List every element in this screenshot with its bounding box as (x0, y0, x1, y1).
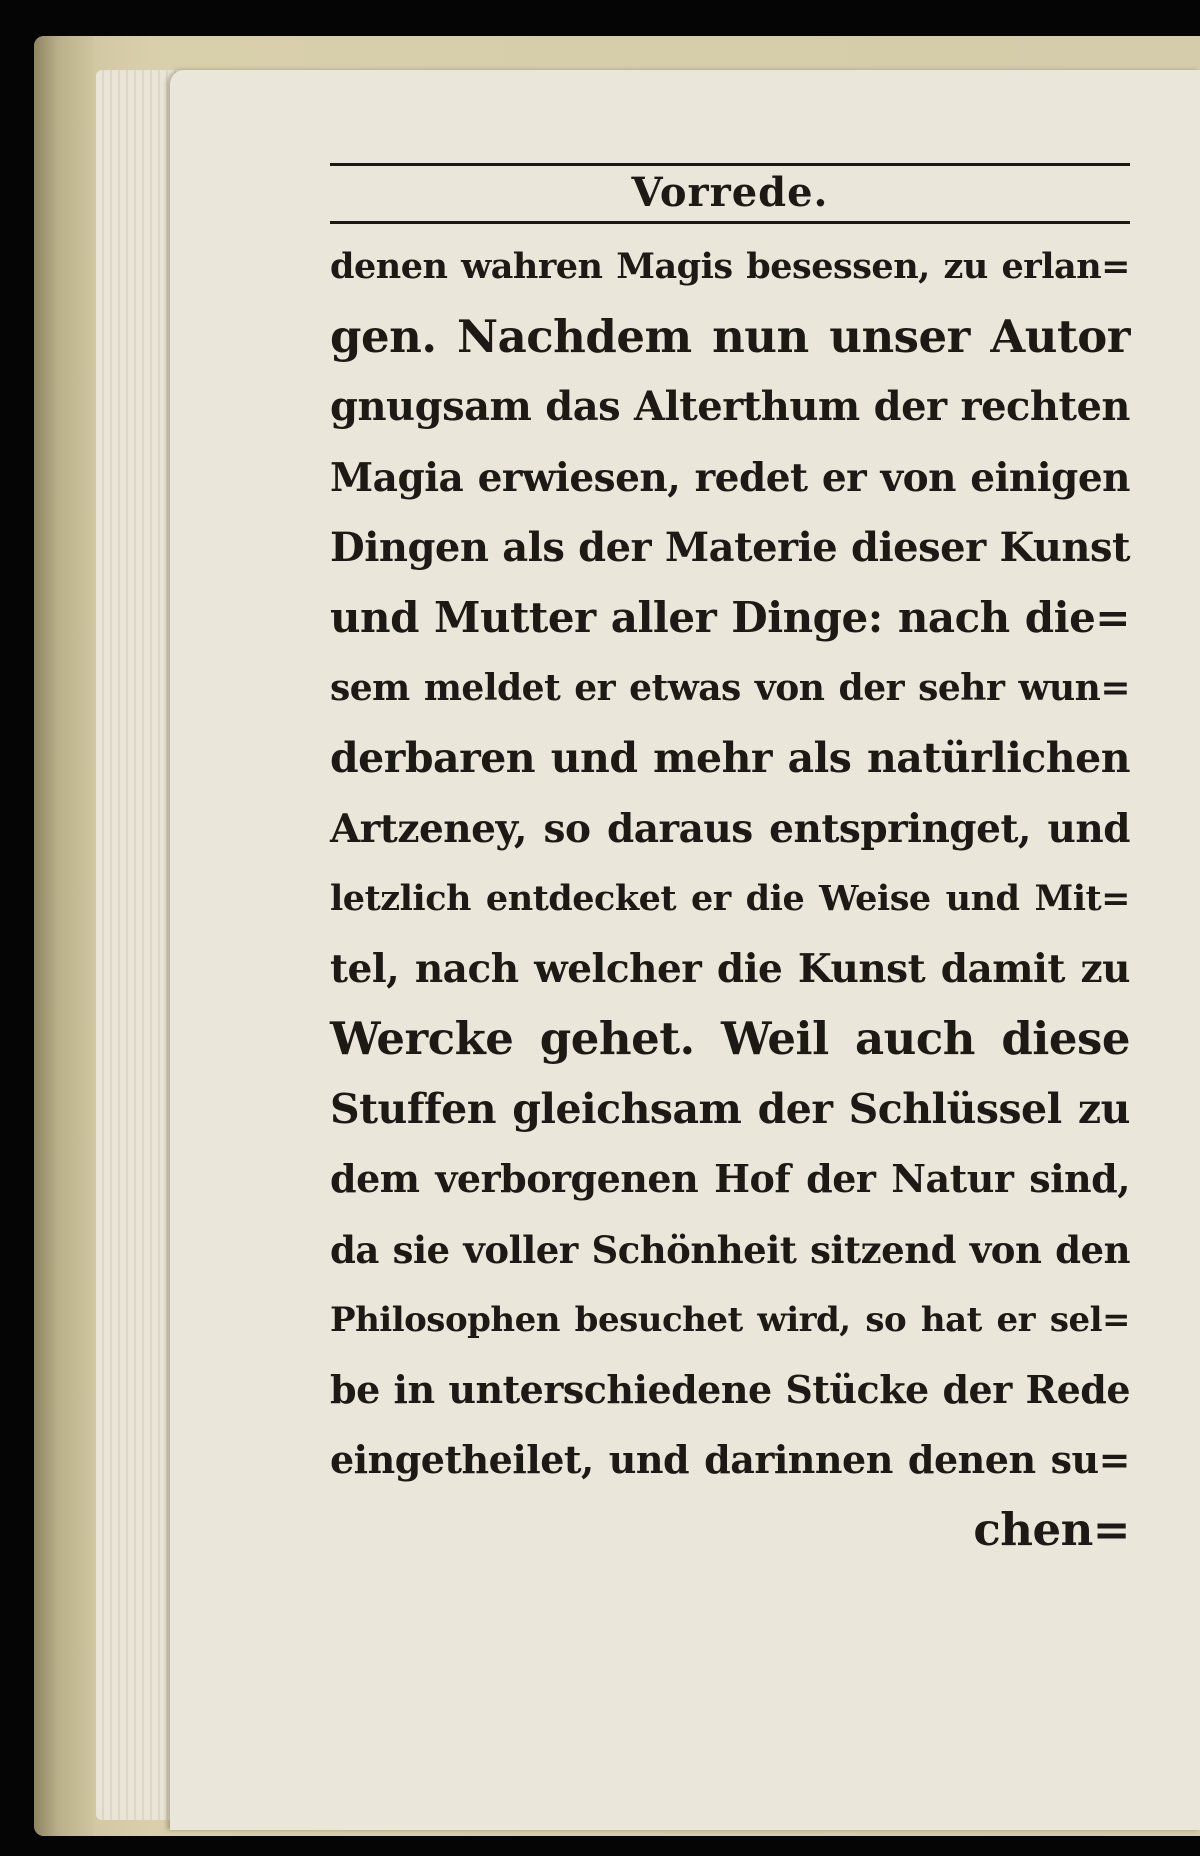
catchword: chen= (973, 1503, 1130, 1557)
text-line: derbaren und mehr als natürlichen (330, 734, 1130, 783)
book-spine (34, 36, 94, 1836)
text-line: sem meldet er etwas von der sehr wun= (330, 667, 1130, 710)
running-head: Vorrede. (631, 169, 829, 216)
text-line: Magia erwiesen, redet er von einigen (330, 454, 1130, 501)
text-line: letzlich entdecket er die Weise und Mit= (330, 877, 1130, 919)
text-line: gnugsam das Alterthum der rechten (330, 383, 1130, 431)
text-line: Stuffen gleichsam der Schlüssel zu (330, 1085, 1130, 1134)
text-line: denen wahren Magis besessen, zu erlan= (330, 246, 1130, 287)
text-line: eingetheilet, und darinnen denen su= (330, 1437, 1130, 1483)
text-line: gen. Nachdem nun unser Autor (330, 310, 1130, 364)
text-line: be in unterschiedene Stücke der Rede (330, 1367, 1130, 1412)
text-line: dem verborgenen Hof der Natur sind, (330, 1156, 1130, 1202)
text-line: Philosophen besuchet wird, so hat er sel= (330, 1299, 1130, 1340)
text-line: Dingen als der Materie dieser Kunst (330, 523, 1130, 571)
text-line: tel, nach welcher die Kunst damit zu (330, 945, 1130, 992)
text-line: da sie voller Schönheit sitzend von den (330, 1227, 1130, 1272)
header-rule-bottom (330, 221, 1130, 224)
text-line: Wercke gehet. Weil auch diese (330, 1012, 1130, 1066)
text-line: Artzeney, so daraus entspringet, und (330, 805, 1130, 852)
text-line: und Mutter aller Dinge: nach die= (330, 592, 1130, 642)
body-text (330, 232, 1130, 1566)
